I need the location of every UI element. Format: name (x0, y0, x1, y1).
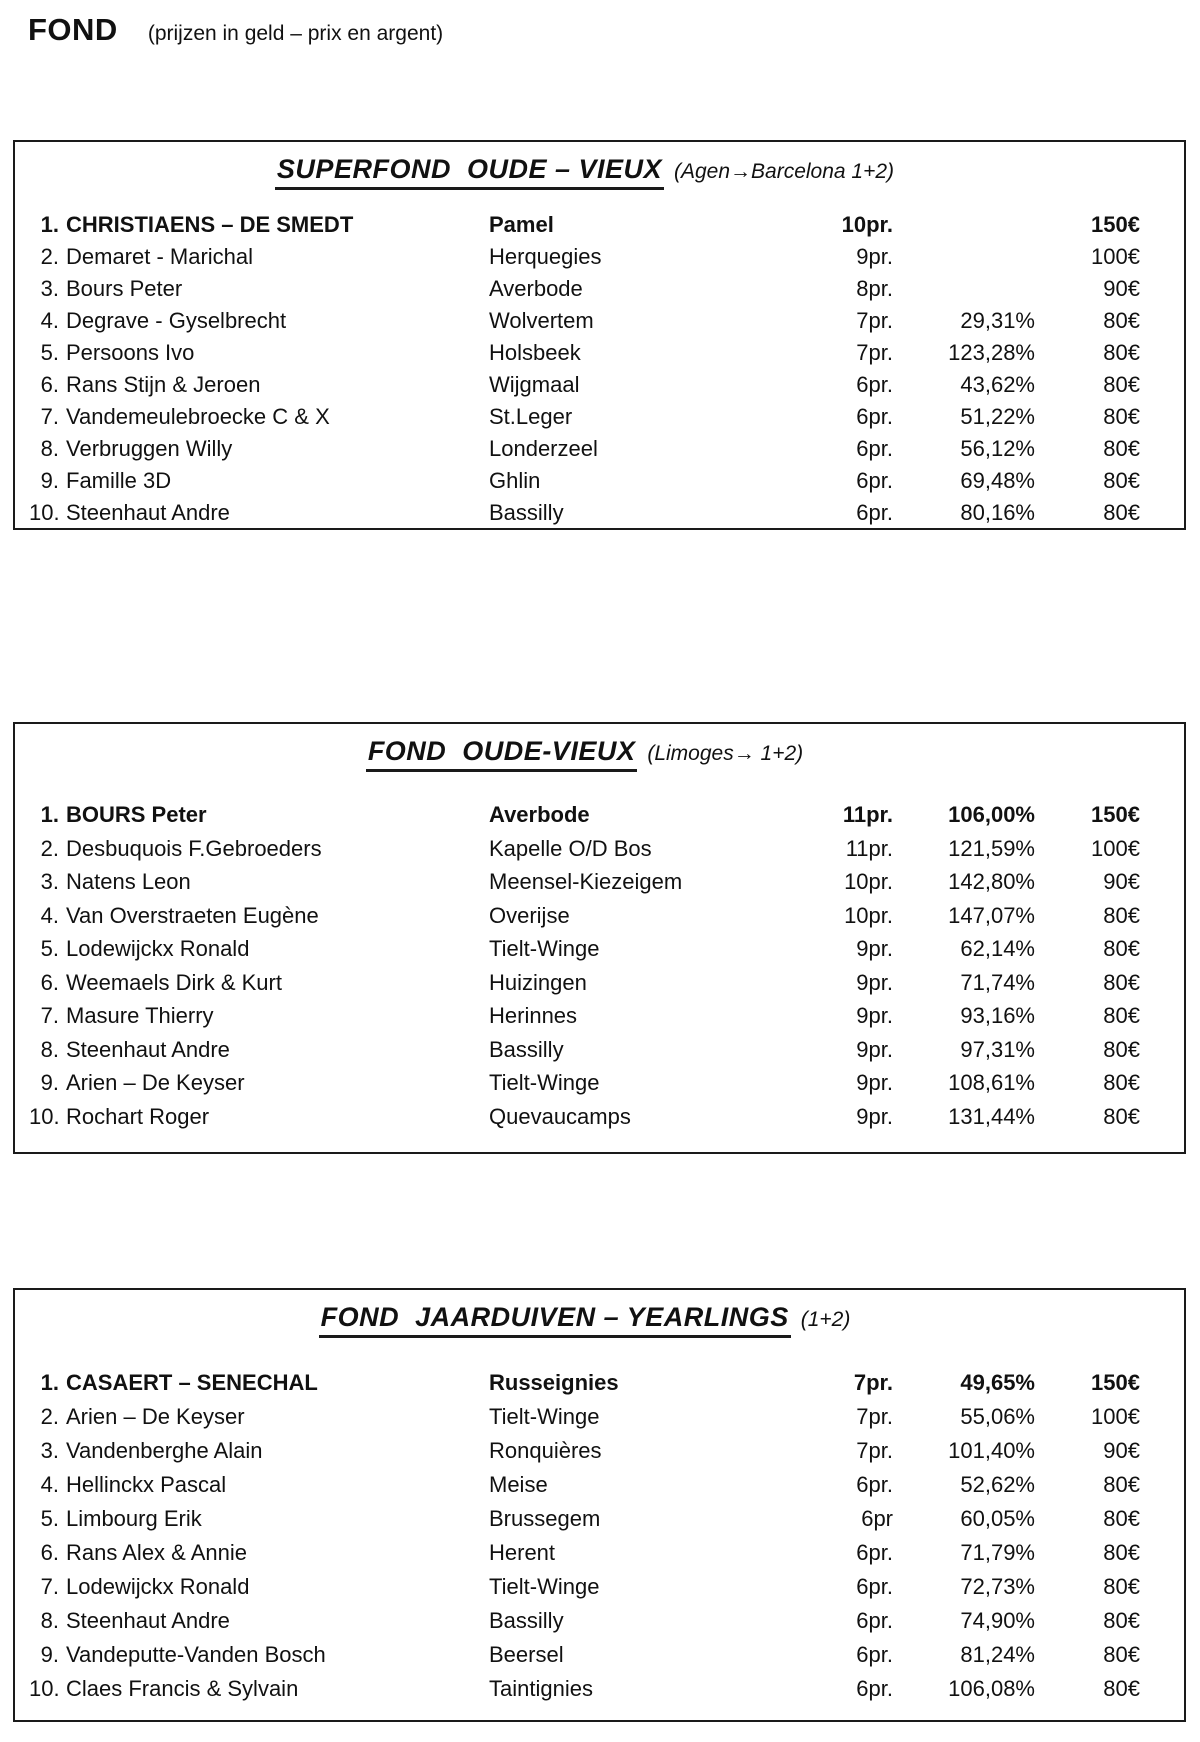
cell-money: 80€ (1103, 436, 1140, 461)
cell-rank: 6. (40, 1540, 59, 1565)
result-row (29, 244, 1140, 276)
cell-rank: 6. (40, 372, 59, 397)
cell-name: Limbourg Erik (66, 1506, 202, 1531)
cell-percent: 123,28% (948, 340, 1035, 365)
result-row (29, 1370, 1140, 1404)
cell-rank: 5. (40, 936, 59, 961)
cell-prizes: 7pr. (856, 1404, 893, 1429)
cell-city: Kapelle O/D Bos (489, 835, 652, 861)
cell-name: Lodewijckx Ronald (66, 1574, 250, 1599)
cell-city: Herquegies (489, 244, 602, 269)
cell-percent: 142,80% (948, 869, 1035, 894)
cell-money: 100€ (1091, 244, 1140, 269)
cell-name: Lodewijckx Ronald (66, 936, 250, 961)
cell-prizes: 8pr. (856, 276, 893, 301)
cell-prizes: 6pr. (856, 404, 893, 429)
cell-city: Ronquières (489, 1438, 602, 1463)
cell-money: 80€ (1103, 969, 1140, 995)
cell-prizes: 6pr (861, 1506, 893, 1531)
table-superfond-oude-vieux (13, 140, 1186, 530)
cell-prizes: 7pr. (856, 340, 893, 365)
cell-name: Bours Peter (66, 276, 183, 301)
cell-rank: 3. (40, 1438, 59, 1463)
cell-percent: 121,59% (948, 835, 1035, 861)
table-title-block (29, 154, 1140, 190)
result-row (29, 836, 1140, 870)
cell-percent: 108,61% (948, 1070, 1035, 1095)
cell-percent: 29,31% (960, 308, 1035, 333)
cell-name: Masure Thierry (66, 1003, 214, 1028)
cell-percent: 56,12% (960, 436, 1035, 461)
cell-money: 150€ (1091, 1370, 1140, 1395)
cell-city: Quevaucamps (489, 1103, 631, 1129)
cell-percent: 93,16% (960, 1003, 1035, 1028)
result-row (29, 1472, 1140, 1506)
cell-city: Tielt-Winge (489, 1574, 600, 1599)
cell-name: CHRISTIAENS – DE SMEDT (66, 212, 354, 237)
results-list (29, 212, 1140, 532)
cell-name: Vandeputte-Vanden Bosch (66, 1642, 326, 1667)
result-row (29, 802, 1140, 836)
cell-percent: 71,74% (960, 969, 1035, 995)
cell-name: Verbruggen Willy (66, 436, 233, 461)
table-title-block (29, 1302, 1140, 1338)
result-row (29, 970, 1140, 1004)
cell-city: Bassilly (489, 1608, 564, 1633)
cell-money: 80€ (1103, 340, 1140, 365)
cell-city: Overijse (489, 902, 570, 928)
result-row (29, 404, 1140, 436)
cell-rank: 1. (40, 1370, 59, 1395)
cell-rank: 3. (40, 869, 59, 894)
cell-rank: 7. (40, 1003, 59, 1028)
cell-money: 80€ (1103, 1003, 1140, 1028)
cell-name: Rochart Roger (66, 1103, 210, 1129)
cell-city: Huizingen (489, 969, 587, 995)
cell-city: Wolvertem (489, 308, 594, 333)
result-row (29, 1438, 1140, 1472)
result-row (29, 903, 1140, 937)
cell-money: 150€ (1091, 212, 1140, 237)
cell-percent: 60,05% (960, 1506, 1035, 1531)
cell-money: 90€ (1103, 276, 1140, 301)
cell-prizes: 7pr. (856, 1438, 893, 1463)
result-row (29, 468, 1140, 500)
cell-name: Steenhaut Andre (66, 1608, 230, 1633)
cell-prizes: 10pr. (844, 902, 893, 928)
cell-money: 80€ (1103, 468, 1140, 493)
cell-name: Demaret - Marichal (66, 244, 254, 269)
cell-money: 80€ (1103, 404, 1140, 429)
cell-percent: 52,62% (960, 1472, 1035, 1497)
cell-name: Famille 3D (66, 468, 172, 493)
cell-name: Vandemeulebroecke C & X (66, 404, 330, 429)
result-row (29, 1003, 1140, 1037)
cell-name: Van Overstraeten Eugène (66, 902, 319, 928)
cell-rank: 1. (40, 212, 59, 237)
cell-percent: 131,44% (948, 1103, 1035, 1129)
cell-name: Rans Stijn & Jeroen (66, 372, 261, 397)
cell-city: Beersel (489, 1642, 564, 1667)
cell-prizes: 9pr. (856, 244, 893, 269)
cell-prizes: 6pr. (856, 1472, 893, 1497)
cell-percent: 51,22% (960, 404, 1035, 429)
page-header (28, 12, 443, 48)
cell-money: 80€ (1103, 1506, 1140, 1531)
table-fond-jaarduiven-yearlings (13, 1288, 1186, 1722)
cell-money: 80€ (1103, 1574, 1140, 1599)
cell-city: Herinnes (489, 1003, 578, 1028)
result-row (29, 1037, 1140, 1071)
cell-prizes: 6pr. (856, 436, 893, 461)
results-list (29, 1370, 1140, 1710)
table-race-info: (Agen→Barcelona 1+2) (674, 160, 895, 183)
cell-money: 80€ (1103, 1472, 1140, 1497)
cell-name: Natens Leon (66, 869, 191, 894)
cell-percent: 80,16% (960, 500, 1035, 525)
cell-prizes: 6pr. (856, 1540, 893, 1565)
cell-money: 150€ (1091, 802, 1140, 827)
cell-money: 80€ (1103, 1676, 1140, 1701)
result-row (29, 1104, 1140, 1138)
cell-percent: 106,08% (948, 1676, 1035, 1701)
cell-prizes: 9pr. (856, 1070, 893, 1095)
cell-city: Tielt-Winge (489, 1404, 600, 1429)
cell-rank: 6. (40, 969, 59, 995)
cell-percent: 74,90% (960, 1608, 1035, 1633)
cell-money: 90€ (1103, 869, 1140, 894)
cell-percent: 69,48% (960, 468, 1035, 493)
result-row (29, 1608, 1140, 1642)
cell-prizes: 7pr. (856, 308, 893, 333)
cell-city: Averbode (489, 276, 583, 301)
cell-prizes: 10pr. (841, 212, 893, 237)
result-row (29, 1540, 1140, 1574)
cell-rank: 3. (40, 276, 59, 301)
cell-city: Meise (489, 1472, 548, 1497)
page-title: FOND (28, 12, 118, 47)
cell-percent: 43,62% (960, 372, 1035, 397)
table-title-block (29, 736, 1140, 772)
cell-rank: 2. (40, 244, 59, 269)
cell-rank: 7. (40, 404, 59, 429)
cell-percent: 147,07% (948, 902, 1035, 928)
result-row (29, 276, 1140, 308)
result-row (29, 1506, 1140, 1540)
cell-rank: 4. (40, 1472, 59, 1497)
cell-city: Bassilly (489, 500, 564, 525)
cell-percent: 49,65% (960, 1370, 1035, 1395)
cell-city: Londerzeel (489, 436, 598, 461)
cell-prizes: 6pr. (856, 1676, 893, 1701)
table-fond-oude-vieux (13, 722, 1186, 1154)
cell-rank: 4. (40, 902, 59, 928)
cell-prizes: 7pr. (853, 1370, 893, 1395)
cell-city: Tielt-Winge (489, 1070, 600, 1095)
cell-city: Tielt-Winge (489, 936, 600, 961)
table-title: SUPERFOND OUDE – VIEUX (275, 154, 664, 190)
cell-city: Taintignies (489, 1676, 593, 1701)
cell-name: Arien – De Keyser (66, 1070, 245, 1095)
result-row (29, 372, 1140, 404)
cell-money: 90€ (1103, 1438, 1140, 1463)
cell-prizes: 9pr. (856, 1103, 893, 1129)
results-list (29, 802, 1140, 1137)
cell-money: 80€ (1103, 1036, 1140, 1062)
cell-name: Steenhaut Andre (66, 1036, 230, 1062)
cell-city: Holsbeek (489, 340, 581, 365)
cell-rank: 2. (40, 835, 59, 861)
table-title: FOND OUDE-VIEUX (366, 736, 638, 772)
cell-rank: 8. (40, 436, 59, 461)
cell-money: 80€ (1103, 500, 1140, 525)
cell-name: Vandenberghe Alain (66, 1438, 263, 1463)
cell-name: Steenhaut Andre (66, 500, 230, 525)
result-row (29, 1404, 1140, 1438)
cell-money: 80€ (1103, 936, 1140, 961)
cell-name: Arien – De Keyser (66, 1404, 245, 1429)
cell-name: Desbuquois F.Gebroeders (66, 835, 322, 861)
cell-rank: 10. (29, 1103, 60, 1129)
result-row (29, 936, 1140, 970)
cell-money: 80€ (1103, 902, 1140, 928)
cell-prizes: 11pr. (842, 802, 893, 827)
cell-money: 80€ (1103, 1540, 1140, 1565)
cell-prizes: 11pr. (845, 835, 893, 861)
cell-city: Bassilly (489, 1036, 564, 1062)
cell-prizes: 9pr. (856, 1003, 893, 1028)
cell-city: Russeignies (489, 1370, 619, 1395)
cell-city: Brussegem (489, 1506, 601, 1531)
cell-money: 100€ (1091, 1404, 1140, 1429)
result-row (29, 500, 1140, 532)
table-title: FOND JAARDUIVEN – YEARLINGS (319, 1302, 791, 1338)
cell-prizes: 6pr. (856, 500, 893, 525)
cell-rank: 5. (40, 1506, 59, 1531)
cell-name: BOURS Peter (66, 802, 207, 827)
cell-rank: 8. (40, 1608, 59, 1633)
cell-percent: 97,31% (960, 1036, 1035, 1062)
cell-money: 80€ (1103, 1608, 1140, 1633)
cell-rank: 9. (40, 468, 59, 493)
result-row (29, 212, 1140, 244)
cell-money: 80€ (1103, 1103, 1140, 1129)
cell-rank: 8. (40, 1036, 59, 1062)
cell-money: 80€ (1103, 372, 1140, 397)
cell-money: 80€ (1103, 308, 1140, 333)
cell-money: 100€ (1091, 835, 1140, 861)
cell-money: 80€ (1103, 1642, 1140, 1667)
table-race-info: (1+2) (800, 1308, 851, 1331)
cell-rank: 10. (29, 1676, 60, 1701)
cell-rank: 1. (40, 802, 59, 827)
cell-rank: 9. (40, 1642, 59, 1667)
cell-city: Meensel-Kiezeigem (489, 869, 683, 894)
cell-prizes: 6pr. (856, 468, 893, 493)
cell-percent: 62,14% (960, 936, 1035, 961)
cell-rank: 10. (29, 500, 60, 525)
cell-prizes: 9pr. (856, 1036, 893, 1062)
cell-name: Weemaels Dirk & Kurt (66, 969, 282, 995)
cell-prizes: 9pr. (856, 969, 893, 995)
result-row (29, 436, 1140, 468)
cell-percent: 72,73% (960, 1574, 1035, 1599)
cell-name: Claes Francis & Sylvain (66, 1676, 299, 1701)
cell-prizes: 6pr. (856, 1608, 893, 1633)
cell-city: St.Leger (489, 404, 573, 429)
result-row (29, 308, 1140, 340)
cell-percent: 55,06% (960, 1404, 1035, 1429)
cell-name: Persoons Ivo (66, 340, 195, 365)
result-row (29, 340, 1140, 372)
cell-name: Rans Alex & Annie (66, 1540, 248, 1565)
cell-prizes: 9pr. (856, 936, 893, 961)
result-row (29, 869, 1140, 903)
cell-city: Averbode (489, 802, 590, 827)
cell-city: Herent (489, 1540, 556, 1565)
cell-prizes: 6pr. (856, 1574, 893, 1599)
cell-money: 80€ (1103, 1070, 1140, 1095)
cell-percent: 106,00% (948, 802, 1035, 827)
cell-prizes: 6pr. (856, 372, 893, 397)
cell-rank: 7. (40, 1574, 59, 1599)
cell-percent: 101,40% (948, 1438, 1035, 1463)
cell-prizes: 10pr. (844, 869, 893, 894)
cell-city: Pamel (489, 212, 554, 237)
result-row (29, 1642, 1140, 1676)
cell-rank: 2. (40, 1404, 59, 1429)
result-row (29, 1676, 1140, 1710)
cell-percent: 81,24% (960, 1642, 1035, 1667)
cell-city: Wijgmaal (489, 372, 580, 397)
table-race-info: (Limoges→ 1+2) (647, 742, 804, 765)
cell-name: CASAERT – SENECHAL (66, 1370, 318, 1395)
result-row (29, 1574, 1140, 1608)
cell-city: Ghlin (489, 468, 541, 493)
result-row (29, 1070, 1140, 1104)
cell-name: Degrave - Gyselbrecht (66, 308, 287, 333)
page-subtitle: (prijzen in geld – prix en argent) (147, 22, 444, 45)
cell-rank: 9. (40, 1070, 59, 1095)
cell-rank: 4. (40, 308, 59, 333)
cell-percent: 71,79% (960, 1540, 1035, 1565)
cell-name: Hellinckx Pascal (66, 1472, 227, 1497)
cell-prizes: 6pr. (856, 1642, 893, 1667)
cell-rank: 5. (40, 340, 59, 365)
